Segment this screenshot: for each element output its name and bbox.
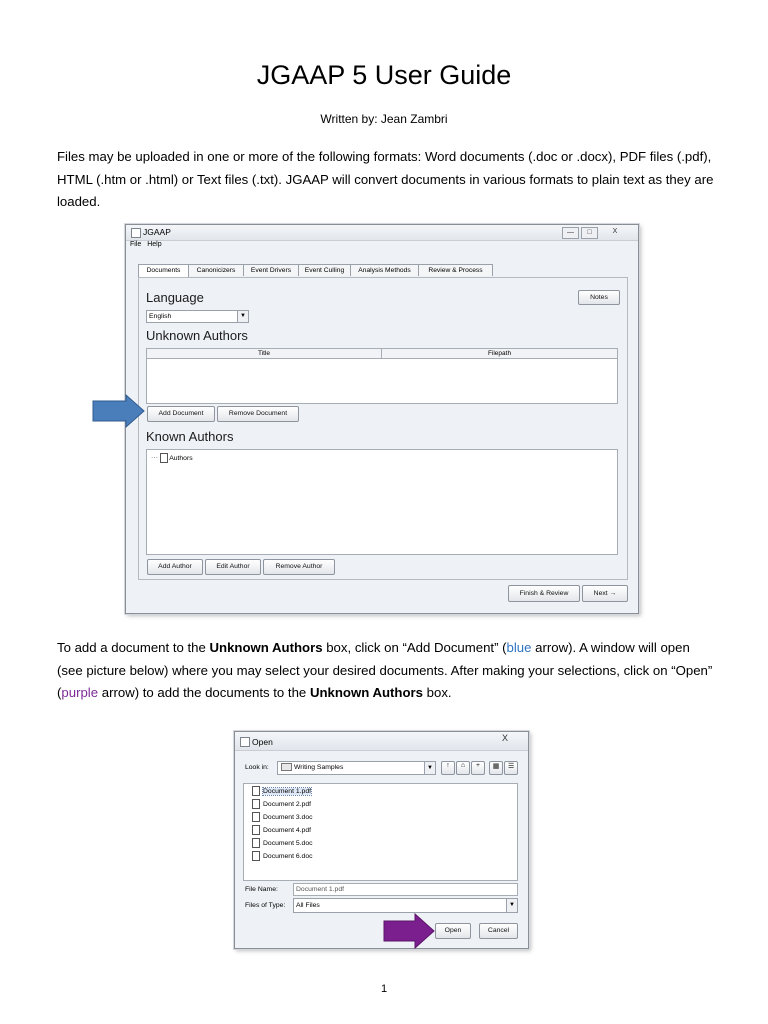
file-name: Document 1.pdf (263, 787, 311, 795)
files-of-type-select[interactable] (293, 898, 518, 913)
files-of-type-label: Files of Type: (245, 902, 286, 909)
known-authors-heading: Known Authors (146, 429, 234, 444)
instructions-text-2: box, click on “Add Document” ( (322, 640, 507, 655)
open-button[interactable]: Open (435, 923, 471, 939)
menu-file[interactable]: File (130, 241, 142, 248)
file-name: Document 5.doc (263, 839, 313, 847)
instructions-text-1: To add a document to the (57, 640, 210, 655)
documents-panel (138, 277, 628, 580)
tree-line-icon: ⋯ (151, 454, 158, 462)
file-name: Document 3.doc (263, 813, 313, 821)
tab-analysis-methods[interactable]: Analysis Methods (350, 264, 419, 276)
home-folder-icon[interactable]: ⌂ (456, 761, 470, 775)
java-app-icon (240, 737, 250, 747)
tab-review-process[interactable]: Review & Process (418, 264, 493, 276)
document-icon (160, 453, 168, 463)
tab-canonicizers[interactable]: Canonicizers (188, 264, 244, 276)
file-name: Document 2.pdf (263, 800, 311, 808)
intro-paragraph: Files may be uploaded in one or more of the following formats: Word documents (.doc or .docx), PDF files (.pdf), HTML (.htm or .html) or Text files (.txt). JGAAP will convert documents in various formats to plain text as they are loaded. (57, 149, 714, 210)
purple-arrow-icon (383, 913, 435, 949)
up-folder-icon[interactable]: ↑ (441, 761, 455, 775)
java-app-icon (131, 228, 141, 238)
file-item[interactable] (252, 799, 311, 809)
document-icon (252, 851, 260, 861)
known-authors-tree[interactable] (146, 449, 618, 555)
instructions-text-5: box. (423, 685, 452, 701)
add-author-button[interactable]: Add Author (147, 559, 203, 575)
instructions-blue-word: blue (506, 640, 532, 655)
notes-button[interactable]: Notes (578, 290, 620, 305)
cancel-button[interactable]: Cancel (479, 923, 518, 939)
tab-event-drivers[interactable]: Event Drivers (243, 264, 299, 276)
jgaap-menubar (126, 241, 638, 253)
jgaap-window-title: JGAAP (143, 227, 171, 237)
unknown-authors-table[interactable] (146, 348, 618, 404)
add-document-button[interactable]: Add Document (147, 406, 215, 422)
instructions-purple-word: purple (61, 685, 99, 701)
jgaap-window (125, 224, 639, 614)
blue-arrow-icon (92, 394, 146, 428)
file-item[interactable] (252, 851, 313, 861)
document-icon (252, 825, 260, 835)
instructions-paragraph (57, 637, 719, 705)
look-in-select[interactable] (277, 761, 436, 775)
next-button[interactable]: Next → (582, 585, 628, 602)
tree-root-authors[interactable] (151, 453, 193, 463)
close-icon[interactable]: X (612, 228, 618, 235)
files-of-type-value: All Files (296, 902, 320, 909)
document-title: JGAAP 5 User Guide (256, 60, 512, 90)
list-view-icon[interactable]: ▦ (489, 761, 503, 775)
language-select[interactable] (146, 310, 249, 323)
file-item[interactable] (252, 825, 311, 835)
edit-author-button[interactable]: Edit Author (205, 559, 261, 575)
document-icon (252, 799, 260, 809)
file-list[interactable] (243, 783, 518, 881)
instructions-text-3: arrow). A window will open (see picture below) where you may select your desired documents. After making your selections, click on “Open” ( (57, 640, 713, 701)
chevron-down-icon: ▼ (424, 762, 435, 774)
column-title[interactable]: Title (147, 349, 382, 359)
tree-root-label: Authors (169, 454, 193, 462)
chevron-down-icon: ▼ (237, 311, 248, 322)
folder-icon (281, 763, 292, 771)
file-name-input[interactable] (293, 883, 518, 896)
file-item[interactable] (252, 786, 311, 796)
menu-help[interactable]: Help (147, 241, 162, 248)
close-icon[interactable]: X (501, 733, 508, 743)
instructions-bold-1: Unknown Authors (209, 640, 323, 655)
file-item[interactable] (252, 812, 313, 822)
remove-document-button[interactable]: Remove Document (217, 406, 299, 422)
language-value: English (149, 313, 172, 320)
file-name-label: File Name: (245, 886, 278, 893)
minimize-icon[interactable]: — (562, 227, 579, 239)
look-in-value: Writing Samples (294, 764, 344, 771)
tab-event-culling[interactable]: Event Culling (298, 264, 351, 276)
maximize-icon[interactable]: □ (581, 227, 598, 239)
document-icon (252, 812, 260, 822)
chevron-down-icon: ▼ (506, 899, 517, 912)
language-heading: Language (146, 290, 204, 305)
remove-author-button[interactable]: Remove Author (263, 559, 335, 575)
file-item[interactable] (252, 838, 313, 848)
new-folder-icon[interactable]: + (471, 761, 485, 775)
column-filepath[interactable]: Filepath (382, 349, 617, 359)
open-dialog-titlebar (235, 732, 528, 751)
unknown-authors-heading: Unknown Authors (146, 328, 248, 343)
instructions-bold-2: Unknown Authors (309, 685, 423, 701)
instructions-text-4: arrow) to add the documents to the (98, 685, 310, 701)
document-icon (252, 786, 260, 796)
file-name-value: Document 1.pdf (296, 886, 344, 893)
open-dialog (234, 731, 529, 949)
jgaap-titlebar (126, 225, 638, 241)
document-icon (252, 838, 260, 848)
details-view-icon[interactable]: ☰ (504, 761, 518, 775)
page-number: 1 (380, 983, 388, 995)
look-in-label: Look in: (245, 764, 269, 771)
open-dialog-title: Open (252, 737, 273, 747)
finish-review-button[interactable]: Finish & Review (508, 585, 580, 602)
author-byline: Written by: Jean Zambri (320, 112, 448, 126)
file-name: Document 4.pdf (263, 826, 311, 834)
file-name: Document 6.doc (263, 852, 313, 860)
tab-documents[interactable]: Documents (138, 264, 189, 277)
